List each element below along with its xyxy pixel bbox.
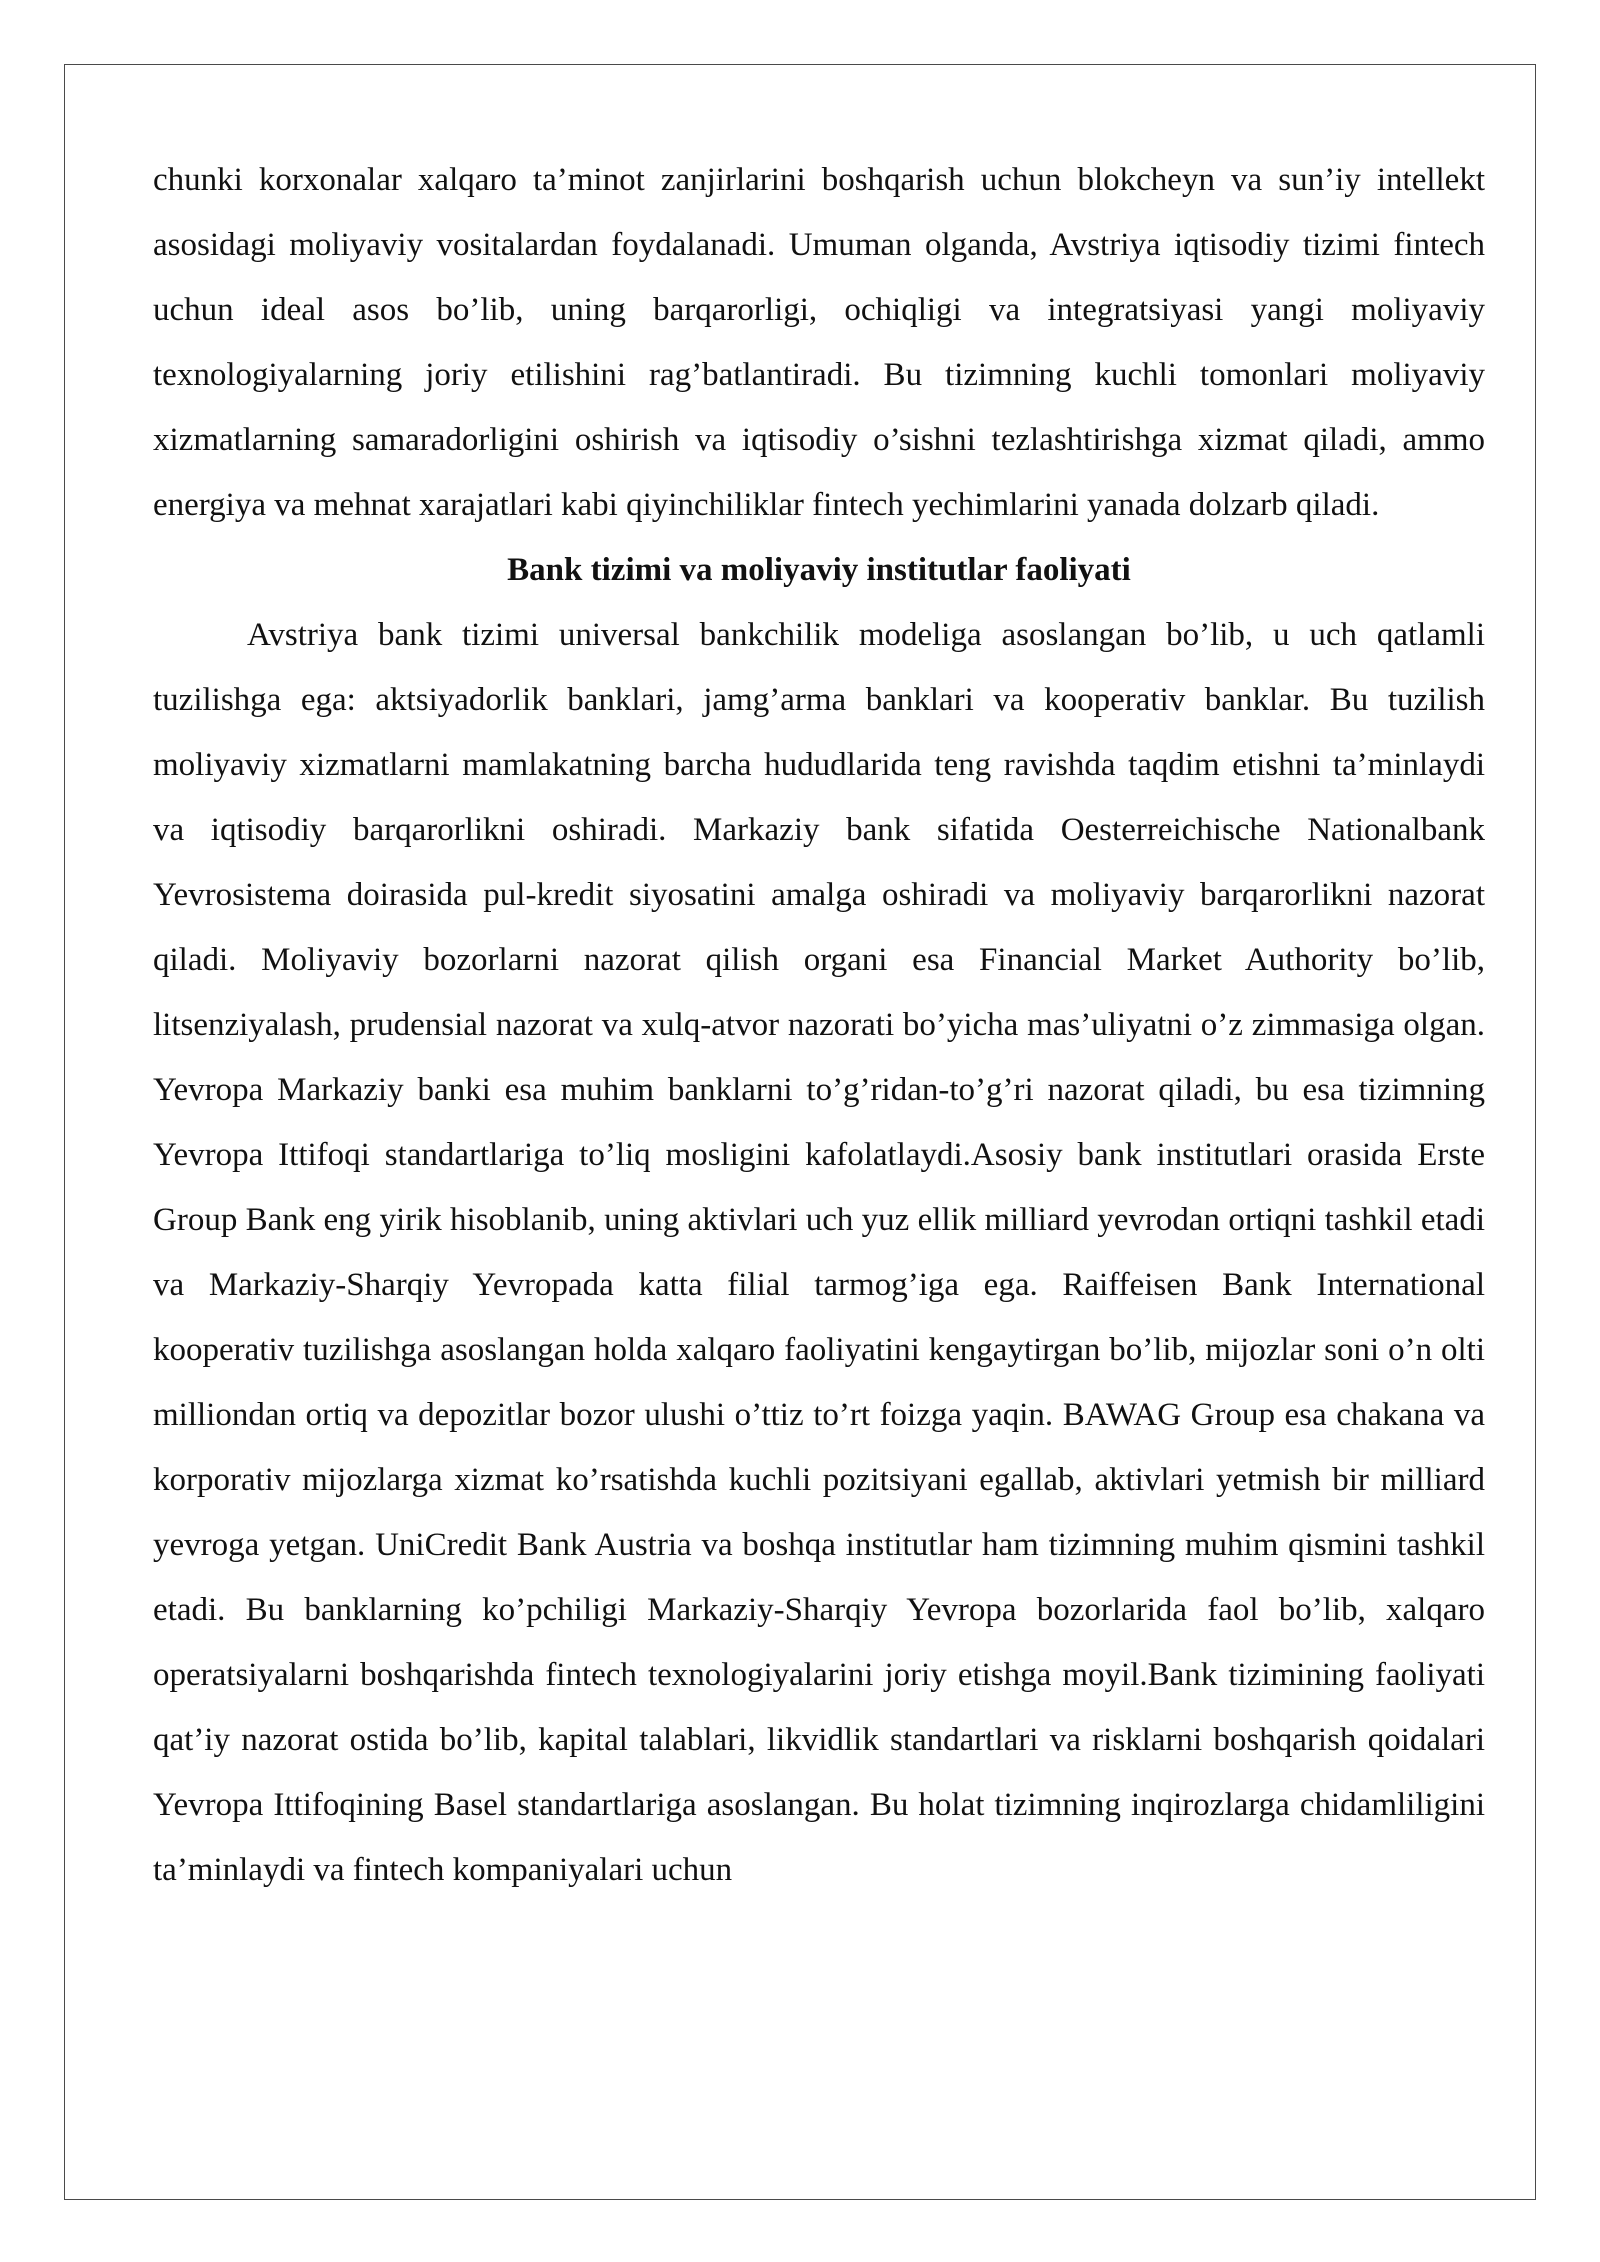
paragraph-bank-system: Avstriya bank tizimi universal bankchilik modeliga asoslangan bo’lib, u uch qatlamli tuzilishga ega: aktsiyadorlik banklari, jamg’arma banklari va kooperativ banklar. Bu tuzilish moliyaviy xizmatlarni mamlakatning barcha hududlarida teng ravishda taqdim etishni ta’minlaydi va iqtisodiy barqarorlikni oshiradi. Markaziy bank sifatida Oesterreichische Nationalbank Yevrosistema doirasida pul-kredit siyosatini amalga oshiradi va moliyaviy barqarorlikni nazorat qiladi. Moliyaviy bozorlarni nazorat qilish organi esa Financial Market Authority bo’lib, litsenziyalash, prudensial nazorat va xulq-atvor nazorati bo’yicha mas’uliyatni o’z zimmasiga olgan. Yevropa Markaziy banki esa muhim banklarni to’g’ridan-to’g’ri nazorat qiladi, bu esa tizimning Yevropa Ittifoqi standartlariga to’liq mosligini kafolatlaydi.Asosiy bank institutlari orasida Erste Group Bank eng yirik hisoblanib, uning aktivlari uch yuz ellik milliard yevrodan ortiqni tashkil etadi va Markaziy-Sharqiy Yevropada katta filial tarmog’iga ega. Raiffeisen Bank International kooperativ tuzilishga asoslangan holda xalqaro faoliyatini kengaytirgan bo’lib, mijozlar soni o’n olti milliondan ortiq va depozitlar bozor ulushi o’ttiz to’rt foizga yaqin. BAWAG Group esa chakana va korporativ mijozlarga xizmat ko’rsatishda kuchli pozitsiyani egallab, aktivlari yetmish bir milliard yevroga yetgan. UniCredit Bank Austria va boshqa institutlar ham tizimning muhim qismini tashkil etadi. Bu banklarning ko’pchiligi Markaziy-Sharqiy Yevropa bozorlarida faol bo’lib, xalqaro operatsiyalarni boshqarishda fintech texnologiyalarini joriy etishga moyil.Bank tizimining faoliyati qat’iy nazorat ostida bo’lib, kapital talablari, likvidlik standartlari va risklarni boshqarish qoidalari Yevropa Ittifoqining Basel standartlariga asoslangan. Bu holat tizimning inqirozlarga chidamliligini ta’minlaydi va fintech kompaniyalari uchun <box>153 617 1485 1888</box>
section-heading: Bank tizimi va moliyaviy institutlar faoliyati <box>507 552 1131 588</box>
paragraph-continued: chunki korxonalar xalqaro ta’minot zanjirlarini boshqarish uchun blokcheyn va sun’iy intellekt asosidagi moliyaviy vositalardan foydalanadi. Umuman olganda, Avstriya iqtisodiy tizimi fintech uchun ideal asos bo’lib, uning barqarorligi, ochiqligi va integratsiyasi yangi moliyaviy texnologiyalarning joriy etilishini rag’batlantiradi. Bu tizimning kuchli tomonlari moliyaviy xizmatlarning samaradorligini oshirish va iqtisodiy o’sishni tezlashtirishga xizmat qiladi, ammo energiya va mehnat xarajatlari kabi qiyinchiliklar fintech yechimlarini yanada dolzarb qiladi. <box>153 162 1485 523</box>
document-body <box>153 148 1485 1903</box>
